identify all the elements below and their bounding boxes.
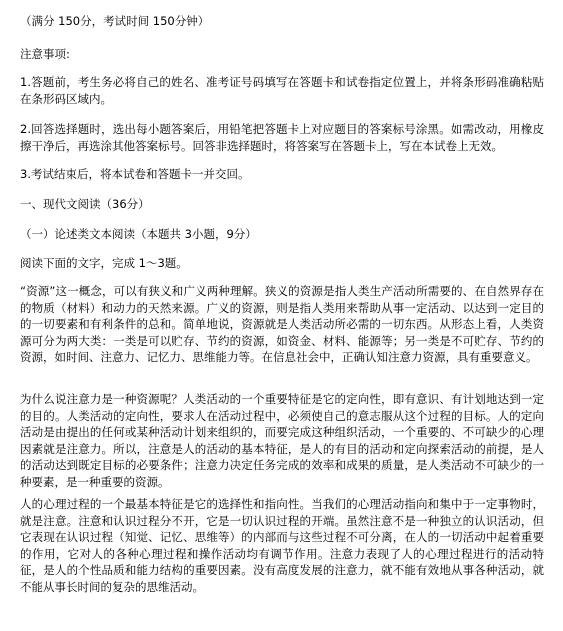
notice-item-1: 1.答题前，考生务必将自己的姓名、准考证号码填写在答题卡和试卷指定位置上，并将条形码准确粘贴在条形码区域内。 (20, 75, 544, 106)
passage-paragraph-3: 人的心理过程的一个最基本特征是它的选择性和指向性。当我们的心理活动指向和集中于一定事物时，就是注意。注意和认识过程分不开，它是一切认识过程的开端。虽然注意不是一种独立的认识活动，但它表现在认识过程（知觉、记忆、思维等）的内部而与这些过程不可分离，在人的一切活动中起着重要的作用，它对人的各种心理过程和操作活动均有调节作用。注意力表现了人的心理过程进行的活动特征，是人的个性品质和能力结构的重要因素。没有高度发展的注意力，就不能有效地从事各种活动，就不能从事长时间的复杂的思维活动。 (20, 497, 544, 594)
section-title: 一、现代文阅读（36分） (20, 197, 150, 211)
section-subtitle: （一）论述类文本阅读（本题共 3小题，9分） (20, 227, 257, 241)
passage-paragraph-1: “资源”这一概念，可以有狭义和广义两种理解。狭义的资源是指人类生产活动所需要的、在自然界存在的物质（材料）和动力的天然来源。广义的资源，则是指人类用来帮助从事一定活动、以达到一定目的的一切要素和有利条件的总和。简单地说，资源就是人类活动所必需的一切东西。从形态上看，人类资源可分为两大类：一类是可以贮存、节约的资源，如资金、材料、能源等；另一类是不可贮存、节约的资源，如时间、注意力、记忆力、思维能力等。在信息社会中，正确认知注意力资源，具有重要意义。 (20, 284, 544, 364)
passage-paragraph-2: 为什么说注意力是一种资源呢？人类活动的一个重要特征是它的定向性，即有意识、有计划地达到一定的目的。人类活动的定向性，要求人在活动过程中，必须使自己的意志服从这个过程的目标。人的定向活动是由提出的任何或某种活动计划来组织的，而要完成这种组织活动，一个重要的、不可缺少的心理因素就是注意力。所以，注意是人的活动的基本特征，是人的有目的活动和定向探索活动的前提，是人的活动达到既定目标的必要条件；注意力决定任务完成的效率和成果的质量，是人类活动不可缺少的一种要素，是一种重要的资源。 (20, 392, 544, 489)
notice-item-2: 2.回答选择题时，选出每小题答案后，用铅笔把答题卡上对应题目的答案标号涂黑。如需改动，用橡皮擦干净后，再选涂其他答案标号。回答非选择题时，将答案写在答题卡上，写在本试卷上无效。 (20, 122, 544, 153)
reading-instruction: 阅读下面的文字，完成 1～3题。 (20, 256, 188, 270)
notice-title: 注意事项: (20, 47, 70, 61)
score-time-line: （满分 150分，考试时间 150分钟） (20, 14, 210, 28)
notice-item-3: 3.考试结束后，将本试卷和答题卡一并交回。 (20, 167, 250, 181)
